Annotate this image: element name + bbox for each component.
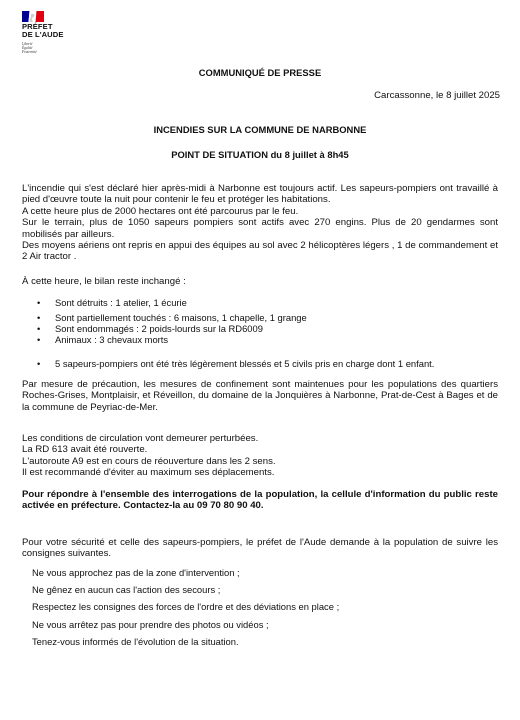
instruction-item: Tenez-vous informés de l'évolution de la situation. (32, 636, 239, 647)
logo-motto (22, 42, 82, 55)
info-cell-paragraph: Pour répondre à l'ensemble des interrogations de la population, la cellule d'information du public reste activée en préfecture. Contactez-la au 09 70 80 90 40. (22, 489, 498, 512)
bullet-icon: • (37, 323, 41, 334)
logo-title-line: PRÉFET (22, 22, 53, 31)
place-date: Carcassonne, le 8 juillet 2025 (374, 90, 500, 101)
marianne-flag-icon (22, 10, 82, 22)
safety-intro: Pour votre sécurité et celle des sapeurs-pompiers, le préfet de l'Aude demande à la population de suivre les consignes suivantes. (22, 537, 498, 560)
bullet-icon: • (37, 312, 41, 323)
list-item (37, 358, 434, 369)
intro-paragraph: Sur le terrain, plus de 1050 sapeurs pompiers sont actifs avec 270 engins. Plus de 20 gendarmes sont mobilisés par ailleurs. (22, 217, 498, 240)
logo-motto-line: Fraternité (22, 50, 37, 54)
logo-title-line: DE L'AUDE (22, 30, 64, 40)
bullet-icon: • (37, 297, 41, 308)
list-item-text: 5 sapeurs-pompiers ont été très légèrement blessés et 5 civils pris en charge dont 1 enfant. (55, 358, 435, 369)
list-item-text: Sont détruits : 1 atelier, 1 écurie (55, 297, 187, 308)
traffic-line: Les conditions de circulation vont demeurer perturbées. (22, 433, 259, 444)
traffic-line: Il est recommandé d'éviter au maximum ses déplacements. (22, 467, 275, 479)
list-item (37, 312, 307, 323)
list-item-text: Animaux : 3 chevaux morts (55, 334, 169, 345)
list-item (37, 323, 263, 334)
instruction-item: Ne vous arrêtez pas pour prendre des photos ou vidéos ; (32, 619, 269, 630)
bullet-icon: • (37, 334, 41, 345)
logo-motto-line: Égalité (22, 45, 33, 50)
traffic-line: La RD 613 avait été rouverte. (22, 444, 148, 456)
list-item-text: Sont partiellement touchés : 6 maisons, 1 chapelle, 1 grange (55, 312, 307, 323)
list-item (37, 297, 187, 308)
intro-paragraph: L'incendie qui s'est déclaré hier après-midi à Narbonne est toujours actif. Les sapeurs-pompiers ont travaillé à pied d'œuvre toute la nuit pour contenir le feu et protéger les habitations. (22, 183, 498, 206)
headline: INCENDIES SUR LA COMMUNE DE NARBONNE (153, 124, 367, 135)
bilan-intro: À cette heure, le bilan reste inchangé : (22, 276, 186, 287)
traffic-line: L'autoroute A9 est en cours de réouverture dans les 2 sens. (22, 455, 276, 467)
document-title: COMMUNIQUÉ DE PRESSE (198, 67, 322, 78)
instruction-item: Ne gênez en aucun cas l'action des secours ; (32, 584, 221, 595)
list-item-text: Sont endommagés : 2 poids-lourds sur la RD6009 (55, 323, 263, 334)
logo-motto-line: Liberté (22, 41, 33, 46)
intro-paragraph: Des moyens aériens ont repris en appui des équipes au sol avec 2 hélicoptères légers , 1 de commandement et 2 Air tractor . (22, 240, 498, 263)
intro-block (22, 183, 498, 263)
bullet-icon: • (37, 358, 41, 369)
intro-paragraph: A cette heure plus de 2000 hectares ont été parcourus par le feu. (22, 205, 299, 217)
instruction-item: Respectez les consignes des forces de l'ordre et des déviations en place ; (32, 601, 340, 612)
subheadline: POINT DE SITUATION du 8 juillet à 8h45 (171, 149, 349, 160)
logo-title (22, 23, 82, 40)
prefecture-logo (22, 10, 82, 54)
instruction-item: Ne vous approchez pas de la zone d'intervention ; (32, 567, 240, 578)
list-item (37, 334, 168, 345)
traffic-block (22, 433, 498, 479)
confinement-paragraph: Par mesure de précaution, les mesures de confinement sont maintenues pour les populations des quartiers Roches-Grises, Montplaisir, et Réveillon, du domaine de la Jonquières à Narbonne, Prat-de-Cest à Bages et de la commune de Peyriac-de-Mer. (22, 379, 498, 413)
